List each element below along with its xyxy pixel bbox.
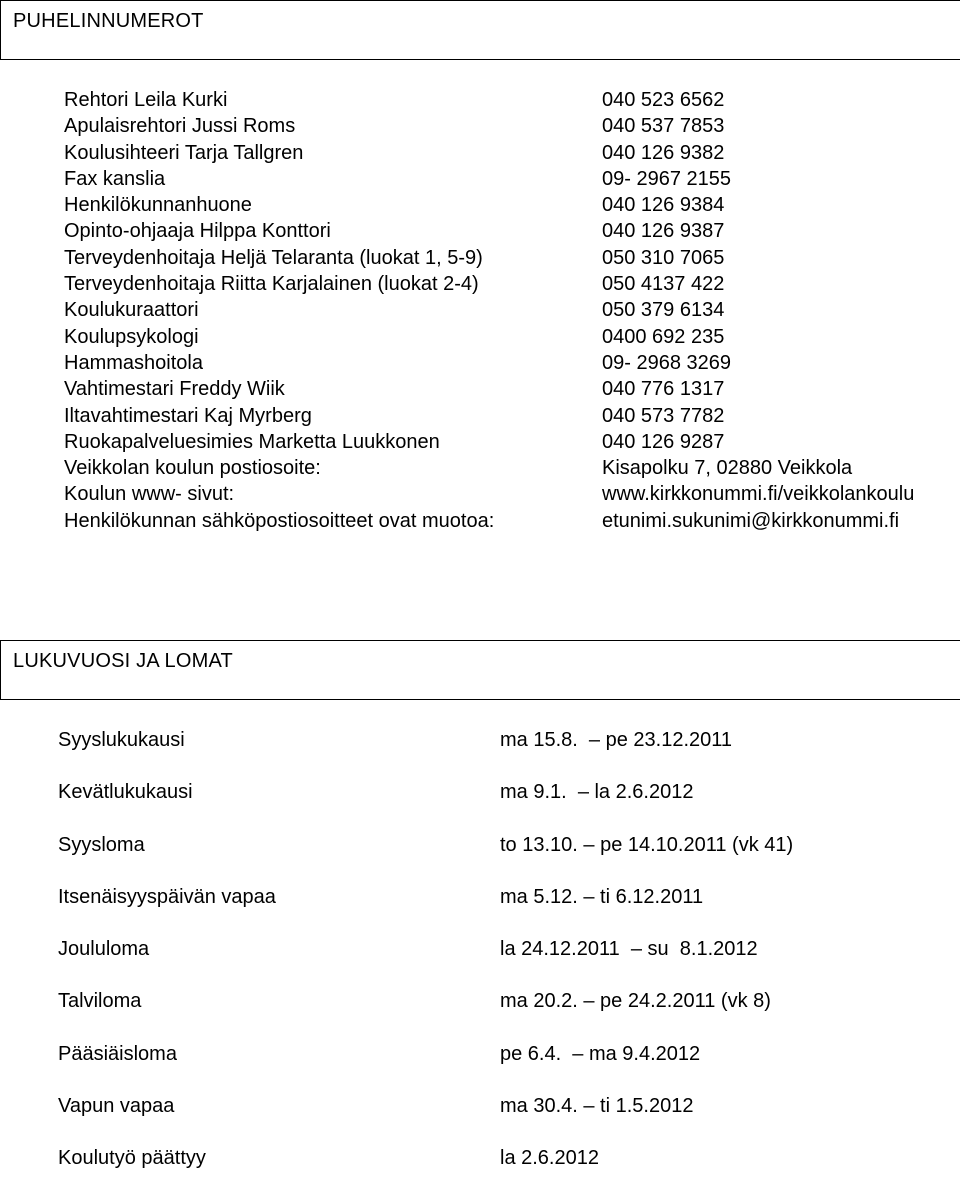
phone-row <box>64 350 960 376</box>
period-row-label: Joululoma <box>58 938 150 961</box>
phone-numbers-title: PUHELINNUMEROT <box>13 10 204 32</box>
period-row-value: ma 30.4. – ti 1.5.2012 <box>500 1095 694 1118</box>
phone-row-value: 040 126 9387 <box>602 220 725 243</box>
phone-row <box>64 455 960 481</box>
phone-row-label: Koulun www- sivut: <box>64 483 235 506</box>
period-row-label: Vapun vapaa <box>58 1095 175 1118</box>
phone-row-label: Koulusihteeri Tarja Tallgren <box>64 141 304 164</box>
period-row <box>58 986 958 1038</box>
phone-row <box>64 297 960 323</box>
phone-row-label: Veikkolan koulun postiosoite: <box>64 457 321 480</box>
phone-row-value: Kisapolku 7, 02880 Veikkola <box>602 457 853 480</box>
period-row-value: pe 6.4. – ma 9.4.2012 <box>500 1042 701 1065</box>
phone-row-label: Iltavahtimestari Kaj Myrberg <box>64 404 312 427</box>
phone-row-value: 09- 2968 3269 <box>602 351 732 374</box>
phone-row-value: 0400 692 235 <box>602 325 725 348</box>
phone-row-value: etunimi.sukunimi@kirkkonummi.fi <box>602 509 900 532</box>
phone-row-value: 040 776 1317 <box>602 378 725 401</box>
phone-row-label: Opinto-ohjaaja Hilppa Konttori <box>64 220 331 243</box>
phone-row-value: 050 379 6134 <box>602 299 725 322</box>
period-row-value: la 24.12.2011 – su 8.1.2012 <box>500 938 758 961</box>
school-year-header-box <box>0 640 960 700</box>
period-row-label: Talviloma <box>58 990 142 1013</box>
phone-row <box>64 481 960 507</box>
period-row <box>58 777 958 829</box>
phone-row-value: 050 4137 422 <box>602 273 725 296</box>
phone-row <box>64 140 960 166</box>
period-row-value: la 2.6.2012 <box>500 1147 599 1170</box>
period-row-value: ma 15.8. – pe 23.12.2011 <box>500 729 733 751</box>
phone-row-label: Henkilökunnanhuone <box>64 194 252 217</box>
phone-row-value: 040 523 6562 <box>602 89 725 111</box>
period-row <box>58 1091 958 1143</box>
phone-row <box>64 87 960 113</box>
phone-row <box>64 271 960 297</box>
school-year-list <box>58 725 958 1196</box>
phone-row <box>64 166 960 192</box>
phone-row-value: 040 537 7853 <box>602 115 725 138</box>
period-row <box>58 934 958 986</box>
phone-row <box>64 429 960 455</box>
period-row-label: Itsenäisyyspäivän vapaa <box>58 885 276 908</box>
phone-row-value: 09- 2967 2155 <box>602 167 732 190</box>
period-row-value: ma 9.1. – la 2.6.2012 <box>500 781 694 804</box>
period-row-label: Syysloma <box>58 833 145 856</box>
phone-row-label: Terveydenhoitaja Riitta Karjalainen (luokat 2-4) <box>64 273 479 296</box>
period-row <box>58 725 958 777</box>
phone-row-value: 050 310 7065 <box>602 246 725 269</box>
phone-row <box>64 376 960 402</box>
phone-row-value: 040 573 7782 <box>602 404 725 427</box>
phone-row-value: 040 126 9382 <box>602 141 725 164</box>
period-row <box>58 1143 958 1195</box>
phone-row-value: 040 126 9384 <box>602 194 725 217</box>
phone-row <box>64 192 960 218</box>
period-row-label: Syyslukukausi <box>58 729 185 751</box>
phone-numbers-list <box>64 87 960 534</box>
phone-row-label: Fax kanslia <box>64 167 166 190</box>
period-row-label: Pääsiäisloma <box>58 1042 177 1065</box>
phone-row-label: Rehtori Leila Kurki <box>64 89 228 111</box>
phone-row <box>64 403 960 429</box>
phone-row <box>64 218 960 244</box>
period-row <box>58 1039 958 1091</box>
phone-row <box>64 324 960 350</box>
phone-row-label: Apulaisrehtori Jussi Roms <box>64 115 296 138</box>
period-row <box>58 882 958 934</box>
period-row-label: Kevätlukukausi <box>58 781 193 804</box>
phone-row-label: Koulukuraattori <box>64 299 199 322</box>
phone-row <box>64 113 960 139</box>
phone-row <box>64 508 960 534</box>
period-row-label: Koulutyö päättyy <box>58 1147 206 1170</box>
phone-row-label: Koulupsykologi <box>64 325 199 348</box>
period-row-value: ma 5.12. – ti 6.12.2011 <box>500 885 704 908</box>
phone-row-value: 040 126 9287 <box>602 430 725 453</box>
period-row <box>58 830 958 882</box>
phone-row-label: Vahtimestari Freddy Wiik <box>64 378 285 401</box>
phone-row-value: www.kirkkonummi.fi/veikkolankoulu <box>602 483 915 506</box>
phone-row-label: Ruokapalveluesimies Marketta Luukkonen <box>64 430 440 453</box>
period-row-value: to 13.10. – pe 14.10.2011 (vk 41) <box>500 833 794 856</box>
phone-numbers-header-box <box>0 0 960 60</box>
period-row-value: ma 20.2. – pe 24.2.2011 (vk 8) <box>500 990 771 1013</box>
phone-row-label: Terveydenhoitaja Heljä Telaranta (luokat 1, 5-9) <box>64 246 483 269</box>
phone-row-label: Hammashoitola <box>64 351 203 374</box>
phone-row <box>64 245 960 271</box>
phone-row-label: Henkilökunnan sähköpostiosoitteet ovat muotoa: <box>64 509 495 532</box>
school-year-title: LUKUVUOSI JA LOMAT <box>13 650 233 672</box>
